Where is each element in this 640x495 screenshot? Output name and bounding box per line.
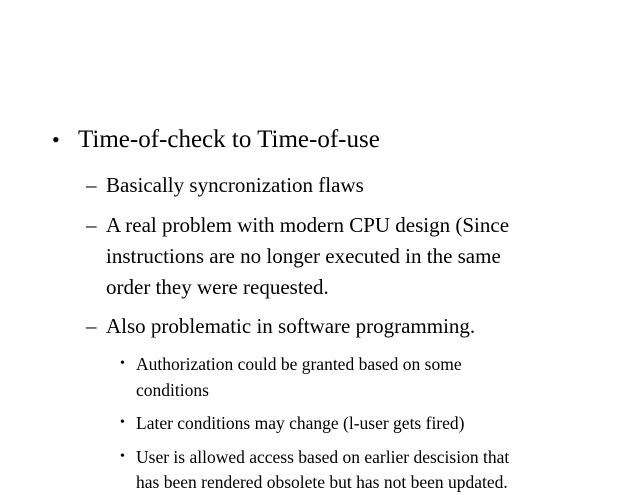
sub-bullet-1-text: Basically syncronization flaws: [106, 173, 364, 197]
sub-sub-bullet-1-marker: •: [120, 356, 125, 371]
sub-sub-bullet-3-marker: •: [120, 449, 125, 464]
sub-sub-bullet-2-line-1: Later conditions may change (l-user gets fired): [136, 413, 465, 433]
sub-bullet-2-line-2: instructions are no longer executed in the same: [106, 244, 501, 268]
sub-sub-bullet-3-line-1: User is allowed access based on earlier descision that: [136, 447, 510, 467]
sub-sub-bullet-2-marker: •: [120, 415, 125, 430]
sub-bullet-2-line-1: A real problem with modern CPU design (Since: [106, 213, 510, 237]
sub-sub-bullet-1-line-1: Authorization could be granted based on some: [136, 354, 462, 374]
sub-bullet-3-text: Also problematic in software programming.: [106, 314, 476, 338]
sub-bullet-1-marker: –: [86, 173, 97, 197]
bullet-main-marker: •: [52, 127, 60, 152]
sub-sub-bullet-1-line-2: conditions: [136, 380, 209, 400]
bullet-main-text: Time-of-check to Time-of-use: [78, 126, 380, 153]
sub-bullet-2-marker: –: [86, 213, 97, 237]
sub-bullet-2-line-3: order they were requested.: [106, 275, 329, 299]
sub-bullet-3-marker: –: [86, 314, 97, 338]
sub-sub-bullet-3-line-2: has been rendered obsolete but has not been updated.: [136, 472, 508, 492]
